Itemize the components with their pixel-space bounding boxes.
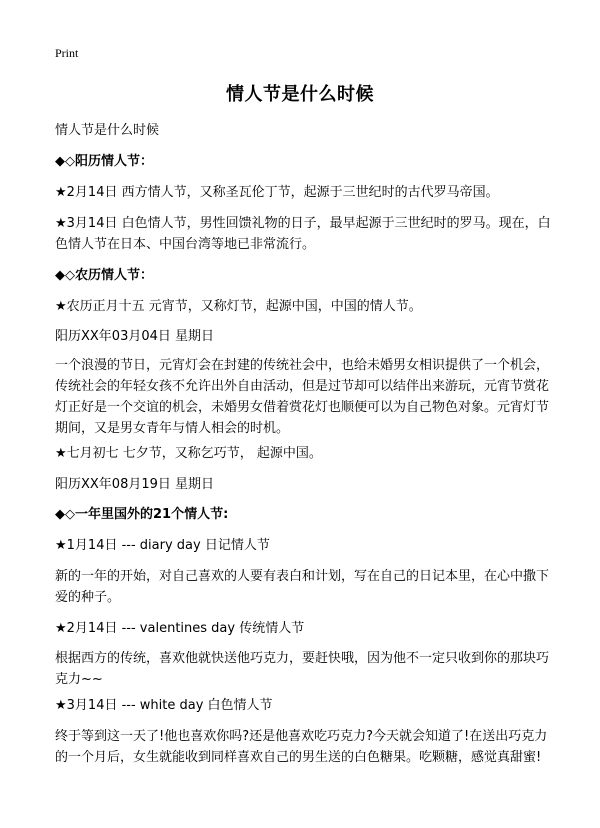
paragraph: 根据西方的传统，喜欢他就快送他巧克力，要赶快哦，因为他不一定只收到你的那块巧克力~~: [55, 651, 550, 687]
paragraph: 一个浪漫的节日，元宵灯会在封建的传统社会中，也给未婚男女相识提供了一个机会，传统社会的年轻女孩不允许出外自由活动，但是过节却可以结伴出来游玩，元宵节赏花灯正好是一个交谊的机会，未婚男女借着赏花灯也顺便可以为自己物色对象。元宵灯节期间，又是男女青年与情人相会的时机。: [55, 358, 550, 436]
date-line: 阳历XX年08月19日 星期日: [55, 477, 215, 492]
paragraph: ★2月14日 --- valentines day 传统情人节: [55, 621, 305, 636]
date-line: 阳历XX年03月04日 星期日: [55, 329, 215, 344]
paragraph: ★2月14日 西方情人节，又称圣瓦伦丁节，起源于三世纪时的古代罗马帝国。: [55, 185, 499, 200]
paragraph: ★七月初七 七夕节，又称乞巧节， 起源中国。: [55, 446, 322, 461]
section-heading-foreign: ◆◇一年里国外的21个情人节:: [55, 507, 229, 522]
section-heading-lunar: ◆◇农历情人节：: [55, 268, 153, 283]
page-title: 情人节是什么时候: [226, 84, 374, 105]
paragraph: 终于等到这一天了!他也喜欢你吗?还是他喜欢吃巧克力?今天就会知道了!在送出巧克力的一个月后，女生就能收到同样喜欢自己的男生送的白色糖果。吃颗糖，感觉真甜蜜!: [55, 729, 548, 765]
subtitle: 情人节是什么时候: [55, 123, 160, 138]
section-heading-solar: ◆◇阳历情人节：: [55, 154, 153, 169]
paragraph: ★3月14日 白色情人节，男性回馈礼物的日子，最早起源于三世纪时的罗马。现在，白色情人节在日本、中国台湾等地已非常流行。: [55, 216, 551, 252]
print-link[interactable]: Print: [55, 46, 79, 60]
paragraph: ★1月14日 --- diary day 日记情人节: [55, 538, 270, 553]
paragraph: ★3月14日 --- white day 白色情人节: [55, 698, 273, 713]
paragraph: 新的一年的开始，对自己喜欢的人要有表白和计划，写在自己的日记本里，在心中撒下爱的种子。: [55, 569, 550, 605]
paragraph: ★农历正月十五 元宵节，又称灯节，起源中国，中国的情人节。: [55, 299, 422, 314]
